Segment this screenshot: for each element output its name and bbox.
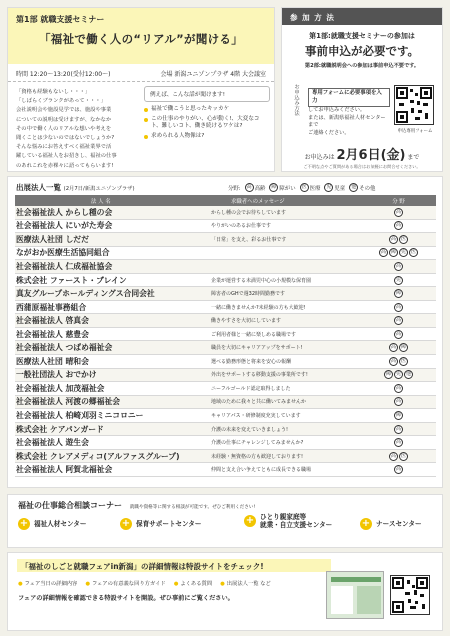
topic-text: 福祉で働こうと思ったキッカケ xyxy=(151,106,230,112)
legend-label: 児童 xyxy=(334,185,346,192)
center-name xyxy=(260,513,332,529)
form-instructions xyxy=(308,88,390,138)
exhibitor-message: からし種の会でお待ちしています xyxy=(211,209,287,216)
method-label: お申込み方法 xyxy=(293,84,299,116)
exhibitor-fields xyxy=(361,316,436,325)
exhibitor-name: 一般社団法人 おでかけ xyxy=(16,370,97,380)
legend-label: 医療 xyxy=(309,185,321,192)
exhibitor-name: 社会福祉法人 仁成福祉協会 xyxy=(16,261,113,271)
table-row xyxy=(15,450,436,464)
field-badge-icon: 医 xyxy=(400,452,406,459)
plus-icon: + xyxy=(19,518,29,529)
center-single-parent xyxy=(244,513,332,529)
exhibitor-fields xyxy=(361,208,436,217)
topic-item xyxy=(144,116,270,130)
field-badge-icon: 高 xyxy=(395,303,401,310)
field-badge-icon: 高 xyxy=(395,222,401,229)
contact-note: ご不明な点やご質問がある場合はお気軽にお問合せください。 xyxy=(303,164,421,169)
exhibitor-message: ご利用者様と一緒に楽しめる職場です xyxy=(211,331,297,338)
field-badge-icon: 高 xyxy=(395,466,401,473)
qr-caption: 申込専用フォーム xyxy=(397,129,433,134)
field-badge-icon: 高 xyxy=(395,425,401,432)
field-badge-icon: 高 xyxy=(390,235,396,242)
speech-bubble: 例えば、こんな話が聞けます! xyxy=(144,86,270,102)
field-badge-icon: 高 xyxy=(380,249,386,256)
field-badge-icon: 医 xyxy=(400,357,406,364)
seminar-panel xyxy=(7,7,275,172)
exhibitor-fields xyxy=(361,343,436,352)
field-badge-icon: 障 xyxy=(395,411,401,418)
exhibitor-message: ニーフルゴールド認定取得しました xyxy=(211,385,291,392)
table-row xyxy=(15,328,436,342)
field-badge-icon: 高 xyxy=(395,384,401,391)
table-row xyxy=(15,233,436,247)
preview-block xyxy=(331,586,353,614)
legend-item xyxy=(349,183,375,192)
center-name-line: ひとり親家庭等 xyxy=(260,513,307,521)
exhibitor-message: 仲間と支え合い争えてともに成長できる職場 xyxy=(211,467,312,474)
exhibitor-message: 「日常」を支え、彩るお仕事です xyxy=(211,236,287,243)
field-legend xyxy=(228,183,375,192)
desc-line: についての説明は受けますが、なかなか xyxy=(16,116,112,123)
form-line: してお申込みください。 xyxy=(308,107,366,114)
field-badge-icon: 高 xyxy=(395,439,401,446)
exhibitor-name: 社会福祉法人 柏崎刈羽ミニコロニー xyxy=(16,410,144,420)
center-name: ナースセンター xyxy=(376,520,422,528)
field-badge-icon: 他 xyxy=(405,371,411,378)
table-row xyxy=(15,423,436,437)
application-requirements xyxy=(282,31,442,69)
desc-line: 「しばらくブランクがあって・・・」 xyxy=(16,98,106,105)
legend-prefix: 分野: xyxy=(228,185,241,192)
legend-item xyxy=(269,183,295,192)
field-badge-icon: 高 xyxy=(390,452,396,459)
legend-item xyxy=(324,183,345,192)
col-header-field: 分 野 xyxy=(392,198,405,205)
table-row xyxy=(15,382,436,396)
exhibitor-name: 社会福祉法人 阿賀北福祉会 xyxy=(16,465,113,475)
field-badge-icon: 医 xyxy=(400,235,406,242)
col-header-message: 求職者へのメッセージ xyxy=(231,198,285,205)
exhibitor-message: キャリアパス・研修制度充実しています xyxy=(211,412,301,419)
seminar-title: 「福祉で働く人の“リアル”が聞ける」 xyxy=(38,32,244,46)
field-badge-icon: 医 xyxy=(410,249,416,256)
exhibitor-name: 社会福祉法人 遊生会 xyxy=(16,438,89,448)
col-header-name: 法 人 名 xyxy=(91,198,111,205)
table-row xyxy=(15,301,436,315)
exhibitor-name: 真友グループホールディングス合同会社 xyxy=(16,289,155,299)
center-welfare-personnel xyxy=(18,518,87,530)
legend-item xyxy=(300,183,321,192)
field-badge-icon: 高 xyxy=(395,262,401,269)
table-row xyxy=(15,274,436,288)
exhibitor-name: 社会福祉法人 つばめ福祉会 xyxy=(16,343,113,353)
desc-line: 「資格も経験もないし・・・」 xyxy=(16,89,91,95)
exhibitor-message: 介護の仕事にチャレンジしてみませんか? xyxy=(211,440,304,447)
table-row xyxy=(15,247,436,261)
field-badge-icon: 高 xyxy=(395,330,401,337)
field-badge-icon: 障 xyxy=(395,290,401,297)
table-row xyxy=(15,463,436,477)
qr-code-icon[interactable] xyxy=(394,85,434,125)
exhibitor-name: 株式会社 ケアパンガード xyxy=(16,424,104,434)
center-name-line: 就業・自立支援センター xyxy=(260,521,333,529)
bullet-icon xyxy=(144,108,148,112)
table-row xyxy=(15,314,436,328)
exhibitor-message: やりがいのあるお仕事です xyxy=(211,223,272,230)
exhibitor-fields xyxy=(361,452,436,461)
exhibitor-fields xyxy=(361,289,436,298)
legend-label: その他 xyxy=(359,185,376,192)
exhibitor-title-text: 出展法人一覧 xyxy=(16,183,61,192)
bullet-icon xyxy=(144,118,148,122)
exhibitor-name: 株式会社 ファースト・ブレイン xyxy=(16,275,127,285)
field-badge-icon: 障 xyxy=(400,344,406,351)
exhibitor-name: 社会福祉法人 慈豊会 xyxy=(16,329,89,339)
field-badge-icon: 障 xyxy=(385,371,391,378)
table-row xyxy=(15,260,436,274)
req-line-1: 第1部:就職支援セミナーの参加は xyxy=(309,32,415,40)
exhibitor-fields xyxy=(361,303,436,312)
exhibitor-fields xyxy=(361,397,436,406)
table-row xyxy=(15,206,436,220)
seminar-schedule xyxy=(8,64,274,82)
seminar-topics xyxy=(144,86,270,176)
seminar-part-label: 第1部 就職支援セミナー xyxy=(16,15,105,24)
exhibitor-name: 社会福祉法人 加茂福祉会 xyxy=(16,383,105,393)
footer-features xyxy=(18,579,271,587)
topic-list xyxy=(144,106,270,143)
plus-icon: + xyxy=(121,518,131,529)
center-nurse xyxy=(360,518,422,530)
feature-item: ● フェア当日の詳細内容 xyxy=(18,579,77,587)
field-badge-icon: 障 xyxy=(390,249,396,256)
plus-icon: + xyxy=(245,515,255,526)
exhibitor-name: 西蒲原福祉事務組合 xyxy=(16,302,87,312)
field-badge-icon: 児 xyxy=(395,276,401,283)
field-badge-icon: 高 xyxy=(390,357,396,364)
exhibitor-name: 医療法人社団 しだだ xyxy=(16,234,89,244)
feature-item: ● フェアの有意義な回り方ガイド xyxy=(85,579,165,587)
exhibitor-fields xyxy=(361,330,436,339)
consultation-subtitle: 就職や資格等に関する相談が可能です。ぜひご利用ください! xyxy=(129,505,256,510)
table-row xyxy=(15,436,436,450)
table-header xyxy=(15,195,436,206)
field-badge-icon: 高 xyxy=(395,398,401,405)
form-line: ご連絡ください。 xyxy=(308,129,350,136)
consultation-panel xyxy=(7,494,443,548)
deadline xyxy=(282,144,442,163)
exhibitor-message: 障害者のGHで週32時間勤務です xyxy=(211,291,285,298)
exhibitor-fields xyxy=(361,221,436,230)
exhibitor-name: 社会福祉法人 にいがた寿会 xyxy=(16,221,113,231)
desc-line: 躍している福祉人をお招きし、福祉の仕事 xyxy=(16,153,117,160)
field-badge-icon: 児 xyxy=(400,249,406,256)
form-line: または、新潟県福祉人材センターまで xyxy=(308,114,386,129)
exhibitor-name: 医療法人社団 晴和会 xyxy=(16,356,89,366)
table-row xyxy=(15,287,436,301)
exhibitor-name: 社会福祉法人 からし種の会 xyxy=(16,207,113,217)
feature-item: ● よくある質問 xyxy=(174,579,212,587)
exhibitor-message: 未経験・無資格の方も歓迎しております! xyxy=(211,453,304,460)
preview-block xyxy=(357,586,381,614)
desc-line: 聞くことは少ないのではないでしょうか? xyxy=(16,135,115,142)
field-badge-icon: 高 xyxy=(395,208,401,215)
req-line-2: 事前申込が必要です。 xyxy=(304,44,420,58)
exhibitor-fields xyxy=(361,411,436,420)
seminar-time: 時間 12:20〜13:20(受付12:00〜) xyxy=(16,71,111,78)
table-row xyxy=(15,341,436,355)
exhibitor-message: 企業が運営する未満児中心の小規模な保育園 xyxy=(211,277,312,284)
seminar-venue: 会場 新潟ユニゾンプラザ 4階 大会議室 xyxy=(160,71,266,78)
feature-item: ● 出展法人一覧 など xyxy=(220,579,271,587)
exhibitor-fields xyxy=(361,465,436,474)
desc-line: そんな悩みにお答えすべく福祉業界で活 xyxy=(16,144,112,151)
exhibitor-name: 社会福祉法人 河渡の郷福祉会 xyxy=(16,397,121,407)
application-header: 参 加 方 法 xyxy=(282,8,442,25)
field-badge-icon: 障 xyxy=(271,184,277,190)
exhibitor-table xyxy=(15,206,436,477)
seminar-description xyxy=(16,88,136,171)
req-line-3: 第2部:就職説明会への参加は事前申込不要です。 xyxy=(304,63,420,69)
desc-line: その中で働く人のリアルな想いや考えを xyxy=(16,125,112,132)
exhibitor-fields xyxy=(361,235,436,244)
seminar-header xyxy=(8,8,274,64)
field-badge-icon: 児 xyxy=(395,371,401,378)
exhibitor-name: ながおか医療生活協同組合 xyxy=(16,248,110,258)
topic-text: この仕事のやりがい、心が動く!、大変なコト、難しいコト、働き続けるワケは? xyxy=(151,116,260,129)
deadline-suffix: まで xyxy=(407,154,420,161)
field-badge-icon: 高 xyxy=(395,317,401,324)
exhibitor-fields xyxy=(361,276,436,285)
preview-banner xyxy=(331,577,381,582)
center-name: 保育サポートセンター xyxy=(136,520,202,528)
exhibitor-panel xyxy=(7,176,443,488)
center-childcare-support xyxy=(120,518,201,530)
topic-text: 求められる人物像は? xyxy=(151,133,205,139)
exhibitor-message: 地域のために我々と共に働いてみませんか xyxy=(211,399,307,406)
qr-code-icon[interactable] xyxy=(390,575,430,615)
exhibitor-name: 株式会社 クレアメディコ(アルファスグループ) xyxy=(16,451,180,461)
topic-item xyxy=(144,133,270,140)
desc-line: のあれこれを赤裸々に語ってもらいます! xyxy=(16,162,114,169)
application-panel xyxy=(281,7,443,172)
exhibitor-message: 外出をサポートする移動支援の事業所です! xyxy=(211,372,308,379)
table-row xyxy=(15,409,436,423)
table-row xyxy=(15,355,436,369)
field-badge-icon: 児 xyxy=(326,184,332,190)
exhibitor-fields xyxy=(361,438,436,447)
exhibitor-name: 社会福祉法人 啓真会 xyxy=(16,316,89,326)
exhibitor-fields xyxy=(361,384,436,393)
bullet-icon xyxy=(144,135,148,139)
deadline-prefix: お申込みは xyxy=(304,154,335,161)
form-heading: 専用フォームに必要事項を入力 xyxy=(308,88,390,107)
exhibitor-title xyxy=(16,182,135,193)
exhibitor-fields xyxy=(361,370,436,379)
field-badge-icon: 医 xyxy=(301,184,307,190)
exhibitor-fields xyxy=(361,425,436,434)
footer-title: 「福祉のしごと就職フェアin新潟」の詳細情報は特設サイトをチェック! xyxy=(17,559,331,572)
legend-label: 障がい xyxy=(279,185,296,192)
desc-line: 会社説明会や施設見学では、施設や事業 xyxy=(16,107,112,114)
table-row xyxy=(15,220,436,234)
exhibitor-message: 介護の未来を変えていきましょう! xyxy=(211,426,289,433)
exhibitor-fields xyxy=(361,248,436,257)
consultation-title-text: 福祉の仕事総合相談コーナー xyxy=(18,501,122,510)
field-badge-icon: 高 xyxy=(390,344,396,351)
field-badge-icon: 他 xyxy=(351,184,357,190)
exhibitor-message: 選べる勤務形態と将来を安心の報酬 xyxy=(211,358,292,365)
legend-label: 高齢 xyxy=(254,185,266,192)
exhibitor-message: 働きやすさを大切にしています xyxy=(211,318,282,325)
table-row xyxy=(15,396,436,410)
legend-item xyxy=(245,183,266,192)
exhibitor-message: 職員を大切にキャリアアップをサポート! xyxy=(211,345,303,352)
exhibitor-fields xyxy=(361,357,436,366)
plus-icon: + xyxy=(361,518,371,529)
exhibitor-message: 一緒に働きませんか?未経験の方も大歓迎! xyxy=(211,304,306,311)
field-badge-icon: 高 xyxy=(246,184,252,190)
topic-item xyxy=(144,106,270,113)
deadline-date: 2月6日(金) xyxy=(336,148,406,163)
consultation-title xyxy=(18,500,255,511)
table-row xyxy=(15,369,436,383)
footer-description: フェアの詳細情報を確認できる特設サイトを開設。ぜひ事前にご覧ください。 xyxy=(18,595,234,602)
exhibitor-fields xyxy=(361,262,436,271)
site-preview-image xyxy=(326,571,384,619)
exhibitor-subtitle: (2月7日/新潟ユニゾンプラザ) xyxy=(63,186,135,192)
footer-panel xyxy=(7,552,443,631)
center-name: 福祉人材センター xyxy=(34,520,87,528)
